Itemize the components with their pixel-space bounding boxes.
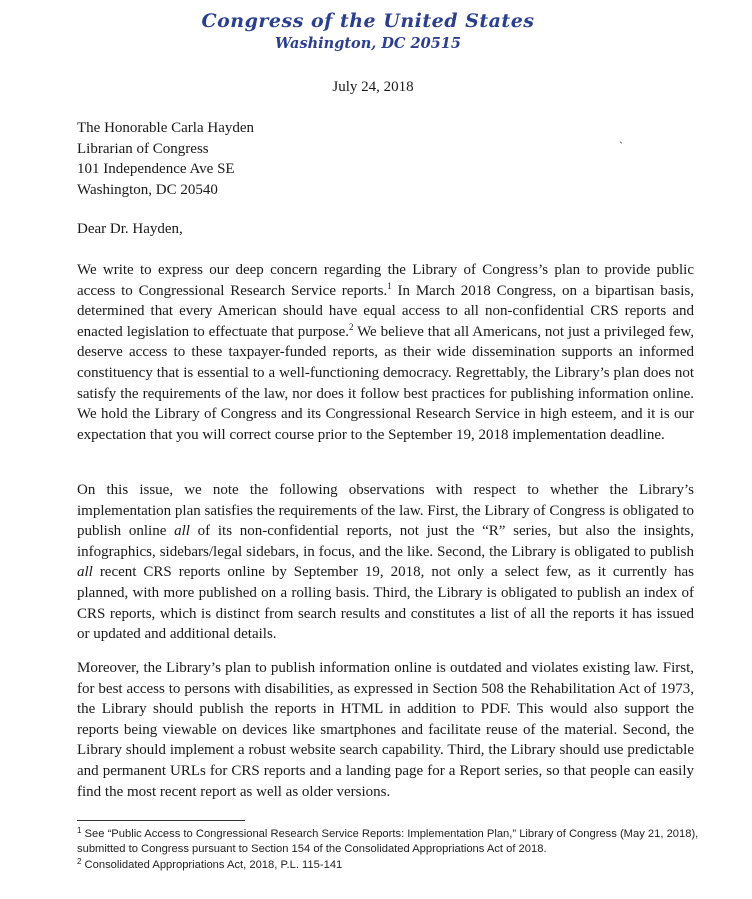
stray-mark: ` (619, 139, 623, 153)
footnote-ref: 2 (348, 321, 354, 332)
letterhead-title: Congress of the United States (201, 10, 535, 32)
paragraph-text: of its non-confidential reports, not just the “R” series, but also the insights, infographics, sidebars/legal sidebars, in focus, and the like. Second, the Library is obligated to publish (77, 523, 694, 560)
footnotes (77, 827, 717, 873)
footnote-number: 1 (77, 826, 82, 835)
paragraph-text: In March 2018 Congress, on a bipartisan basis, determined that every American should have equal access to all non-confidential CRS reports and enacted legislation to effectuate that purpose. (77, 282, 694, 340)
recipient-line: Librarian of Congress (77, 140, 209, 157)
emphasis: all (77, 564, 93, 581)
salutation: Dear Dr. Hayden, (77, 221, 183, 237)
letter-date: July 24, 2018 (332, 79, 414, 95)
paragraph-text: We believe that all Americans, not just a privileged few, deserve access to these taxpayer-funded reports, as their wide dissemination supports an informed constituency that is essential to a well-functioning democracy. Regrettably, the Library’s plan does not satisfy the requirements of the law, nor does it follow best practices for publishing information online. We hold the Library of Congress and its Congressional Research Service in high esteem, and it is our expectation that you will correct course prior to the September 19, 2018 implementation deadline. (77, 323, 694, 443)
footnote-number: 2 (77, 856, 82, 866)
emphasis: all (174, 523, 190, 540)
footnote-text: Consolidated Appropriations Act, 2018, P.L. 115-141 (81, 858, 343, 871)
footnote-2 (77, 858, 717, 873)
paragraph-text: On this issue, we note the following observations with respect to whether the Library’s implementation plan satisfies the requirements of the law. First, the Library of Congress is obligated to publish online (77, 482, 694, 540)
footnote-text: See “Public Access to Congressional Research Service Reports: Implementation Plan,” Library of Congress (May 21, 2018), submitted to Congress pursuant to Section 154 of the Consolidated Appropriations Act of 2018. (77, 828, 699, 856)
recipient-line: 101 Independence Ave SE (77, 161, 235, 177)
body-paragraph-1 (77, 260, 694, 445)
letterhead-address: Washington, DC 20515 (275, 35, 461, 52)
paragraph-text: recent CRS reports online by September 19, 2018, not only a select few, as it currently has planned, with more published on a rolling basis. Third, the Library is obligated to publish an index of CRS reports, which is distinct from search results and constitutes a list of all the reports it has issued or updated and additional details. (77, 564, 694, 643)
body-paragraph-3: Moreover, the Library’s plan to publish information online is outdated and violates existing law. First, for best access to persons with disabilities, as expressed in Section 508 the Rehabilitation Act of 1973, the Library should publish the reports in HTML in addition to PDF. This would also support the reports being viewable on devices like smartphones and facilitate reuse of the material. Second, the Library should implement a robust website search capability. Third, the Library should use predictable and permanent URLs for CRS reports and a landing page for a Report series, so that people can easily find the most recent report as well as older versions. (77, 660, 694, 800)
recipient-line: Washington, DC 20540 (77, 181, 218, 198)
letterhead (0, 10, 752, 52)
footnote-divider (77, 820, 245, 821)
body-paragraph-2 (77, 480, 694, 645)
paragraph-text: We write to express our deep concern regarding the Library of Congress’s plan to provide public access to Congressional Research Service reports. (77, 262, 694, 299)
footnote-1 (77, 827, 717, 858)
footnote-ref: 1 (387, 280, 392, 291)
recipient-line: The Honorable Carla Hayden (77, 120, 255, 136)
recipient-address (77, 118, 254, 200)
